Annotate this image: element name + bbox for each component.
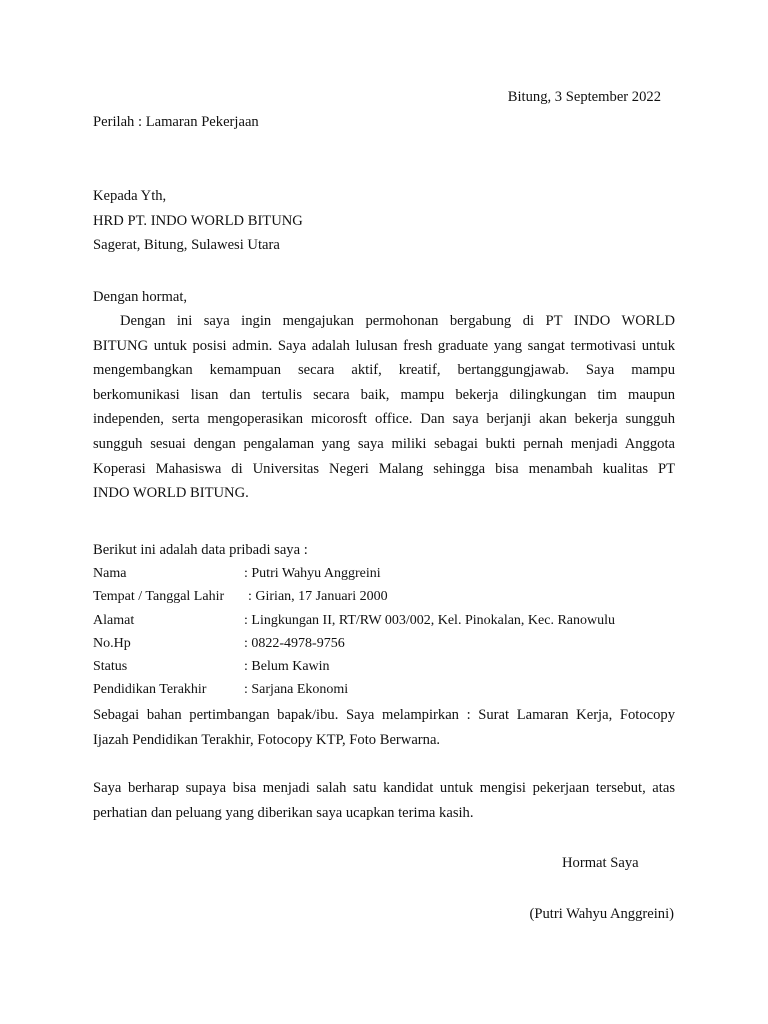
data-value: : Sarjana Ekonomi (244, 682, 349, 698)
data-label: No.Hp (93, 635, 131, 651)
attachment-line: Ijazah Pendidikan Terakhir, Fotocopy KTP, Foto Berwarna. (93, 731, 441, 748)
data-value: : Lingkungan II, RT/RW 003/002, Kel. Pinokalan, Kec. Ranowulu (244, 612, 616, 628)
closing-paragraph (93, 776, 675, 825)
body-line: Dengan ini saya ingin mengajukan permohonan bergabung di PT INDO WORLD (120, 313, 675, 329)
data-label: Tempat / Tanggal Lahir (93, 589, 225, 605)
data-value: : Belum Kawin (244, 659, 330, 675)
recipient-salutation: Kepada Yth, (93, 188, 167, 204)
data-intro: Berikut ini adalah data pribadi saya : (93, 542, 308, 558)
data-label: Alamat (93, 612, 135, 628)
greeting: Dengan hormat, (93, 289, 188, 305)
data-label: Pendidikan Terakhir (93, 682, 207, 698)
attachment-line: Sebagai bahan pertimbangan bapak/ibu. Saya melampirkan : Surat Lamaran Kerja, Fotocopy (93, 707, 675, 723)
body-line: sungguh sesuai dengan pengalaman yang saya miliki sebagai bukti pernah menjadi Anggota (93, 435, 675, 452)
sign-off: Hormat Saya (562, 855, 639, 871)
recipient-address: Sagerat, Bitung, Sulawesi Utara (93, 237, 280, 254)
closing-line: Saya berharap supaya bisa menjadi salah satu kandidat untuk mengisi pekerjaan tersebut, atas (93, 780, 675, 796)
body-line: independen, serta mengoperasikan micorosft office. Dan saya berjanji akan bekerja sungguh (93, 411, 675, 428)
recipient-block (93, 184, 303, 258)
data-value: : Putri Wahyu Anggreini (244, 566, 381, 581)
data-label: Nama (93, 566, 127, 581)
body-line: mengembangkan kemampuan secara aktif, kreatif, bertanggungjawab. Saya mampu (93, 362, 675, 379)
attachment-paragraph (93, 703, 675, 752)
data-value: : Girian, 17 Januari 2000 (248, 589, 388, 605)
place-date: Bitung, 3 September 2022 (507, 89, 661, 105)
body-line: Koperasi Mahasiswa di Universitas Negeri Malang sehingga bisa menambah kualitas PT (93, 460, 675, 477)
data-value: : 0822-4978-9756 (244, 635, 345, 651)
subject-line: Perilah : Lamaran Pekerjaan (93, 114, 259, 130)
recipient-company: HRD PT. INDO WORLD BITUNG (93, 212, 303, 229)
signer-name: (Putri Wahyu Anggreini) (529, 906, 674, 922)
body-line: berkomunikasi lisan dan tertulis secara baik, mampu bekerja dilingkungan tim maupun (93, 386, 675, 403)
data-label: Status (93, 659, 128, 675)
closing-line: perhatian dan peluang yang diberikan saya ucapkan terima kasih. (93, 804, 474, 821)
body-line: BITUNG untuk posisi admin. Saya adalah lulusan fresh graduate yang sangat termotivasi untuk (93, 337, 675, 354)
body-line: INDO WORLD BITUNG. (93, 485, 249, 502)
body-paragraph (93, 309, 675, 506)
